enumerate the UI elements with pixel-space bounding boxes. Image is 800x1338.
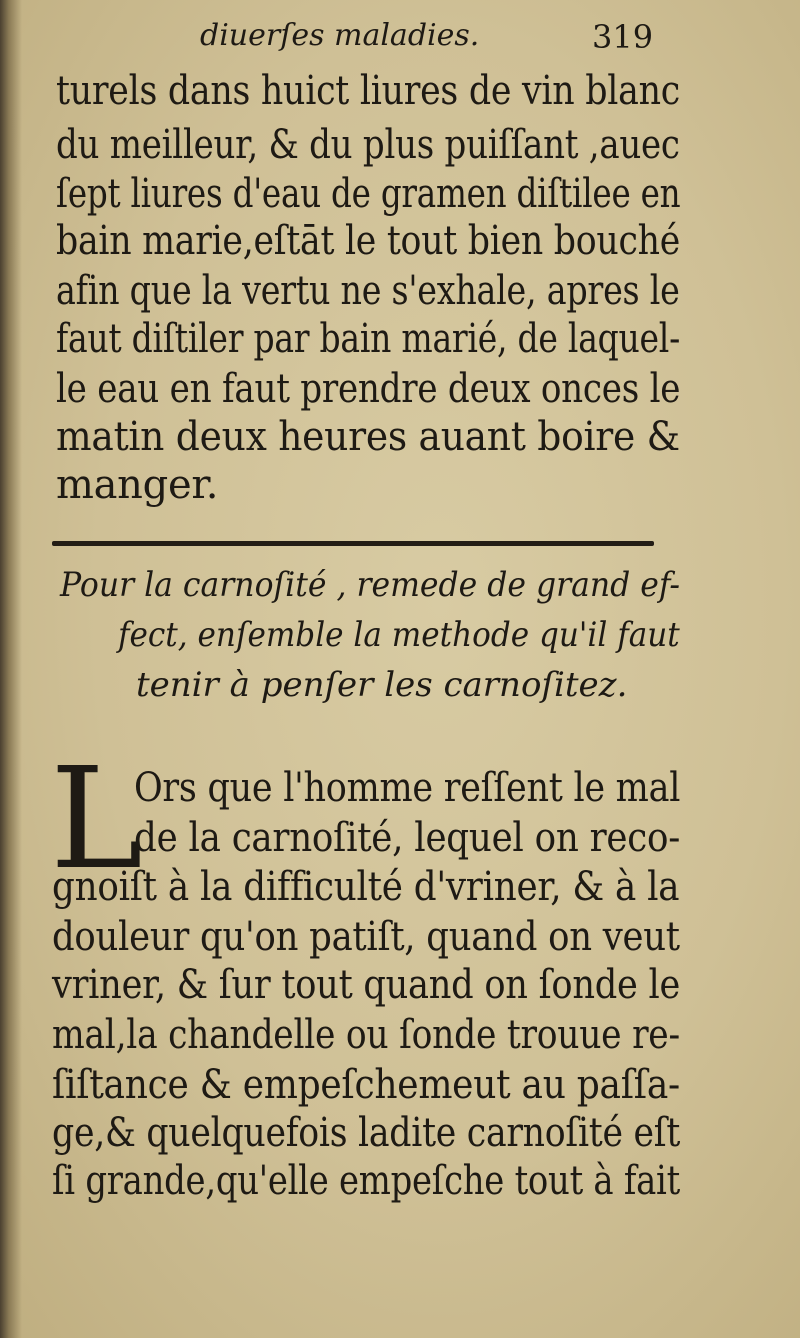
text-line: manger. xyxy=(56,462,219,508)
page-gutter-shadow xyxy=(0,0,22,1338)
text-line: ſiſtance & empeſchemeut au paſſa- xyxy=(52,1062,680,1108)
text-line: faut diſtiler par bain marié, de laquel- xyxy=(56,316,681,362)
text-line: gnoiſt à la difficulté d'vriner, & à la xyxy=(52,864,680,910)
text-line: le eau en faut prendre deux onces le xyxy=(56,366,681,412)
section-divider-rule xyxy=(52,541,654,546)
text-line: afin que la vertu ne s'exhale, apres le xyxy=(56,268,680,314)
text-line: Ors que l'homme reſſent le mal xyxy=(134,765,681,811)
text-line: ſept liures d'eau de gramen diſtilee en xyxy=(56,171,681,217)
text-line: mal,la chandelle ou ſonde trouue re- xyxy=(52,1012,680,1058)
text-line: ſi grande,qu'elle empeſche tout à fait xyxy=(52,1158,680,1204)
text-line: bain marie,eſtāt le tout bien bouché xyxy=(56,218,681,264)
text-line: du meilleur, & du plus puiſſant ,auec xyxy=(56,122,680,168)
section-heading-line: fect, enſemble la methode qu'il faut xyxy=(118,615,680,655)
text-line: ge,& quelquefois ladite carnoſité eſt xyxy=(52,1110,681,1156)
text-line: vriner, & ſur tout quand on ſonde le xyxy=(52,962,681,1008)
drop-cap-letter: L xyxy=(50,738,143,901)
section-heading-line: tenir à penſer les carnoſitez. xyxy=(136,665,628,705)
text-line: douleur qu'on patiſt, quand on veut xyxy=(52,914,680,960)
running-head: diuerſes maladies. xyxy=(200,18,480,53)
text-line: matin deux heures auant boire & xyxy=(56,414,680,460)
text-line: turels dans huict liures de vin blanc xyxy=(56,68,680,114)
section-heading-line: Pour la carnoſité , remede de grand ef- xyxy=(60,565,681,605)
text-line: de la carnoſité, lequel on reco- xyxy=(134,815,681,861)
page-number: 319 xyxy=(592,18,654,56)
